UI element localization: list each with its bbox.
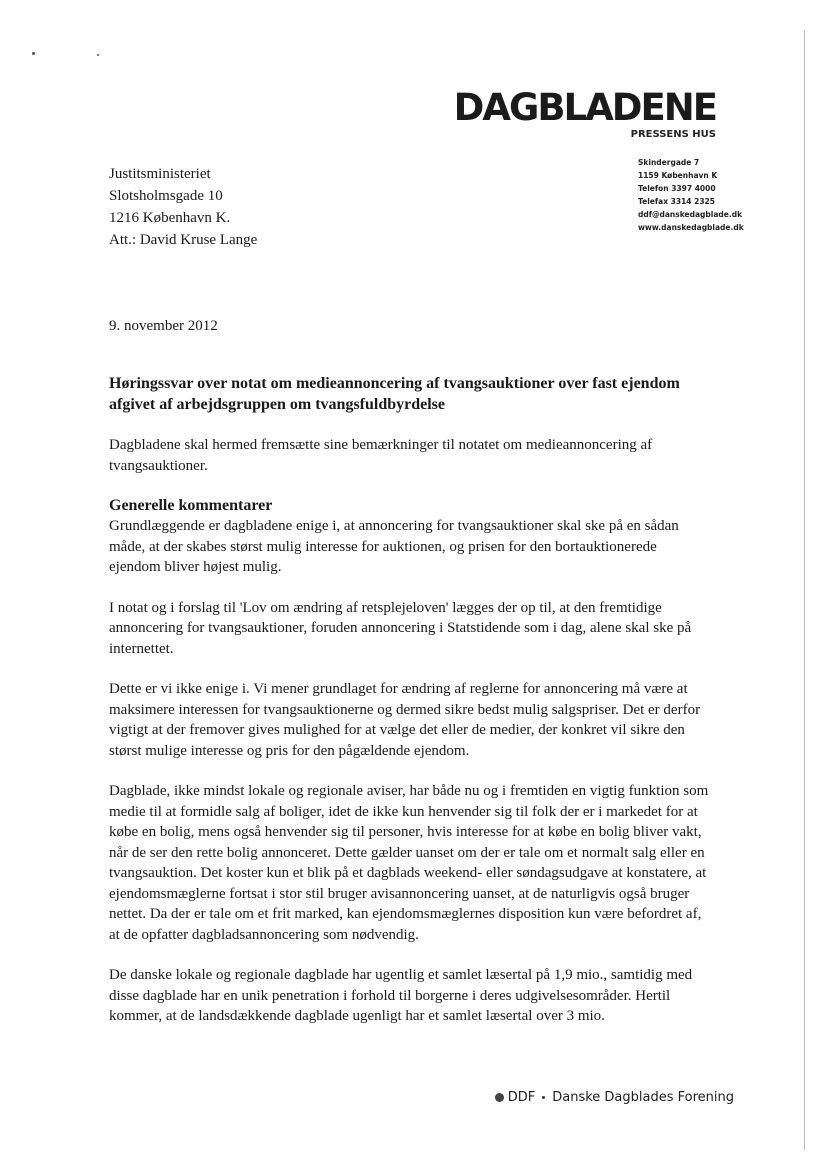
contact-street: Skindergade 7 [638, 158, 700, 167]
scan-edge-line [804, 30, 805, 1150]
recipient-line: Att.: David Kruse Lange [109, 232, 258, 248]
recipient-line: Justitsministeriet [109, 166, 211, 182]
bullet-icon [495, 1093, 504, 1102]
body-paragraph: De danske lokale og regionale dagblade har ugentlig et samlet læsertal på 1,9 mio., samtidig med disse dagblade har en unik penetration i forhold til borgerne i deres udgivelsesområder. Hertil kommer, at de landsdækkende dagblade ugenligt har et samlet læsertal over 3 mio. [109, 967, 693, 1024]
body-paragraph: Grundlæggende er dagbladene enige i, at annoncering for tvangsauktioner skal ske på en sådan måde, at der skabes størst mulig interesse for auktionen, og prisen for den bortauktionerede ejendom bliver højest mulig. [109, 518, 679, 575]
section-heading: Generelle kommentarer [109, 497, 273, 514]
separator-dot-icon [542, 1096, 545, 1099]
letter-title: Høringssvar over notat om medieannoncering af tvangsauktioner over fast ejendom afgivet af arbejdsgruppen om tvangsfuldbyrdelse [109, 375, 680, 413]
recipient-line: Slotsholmsgade 10 [109, 188, 223, 204]
body-paragraph: I notat og i forslag til 'Lov om ændring af retsplejeloven' lægges der op til, at den fremtidige annoncering for tvangsauktioner, foruden annoncering i Statstidende som i dag, alene skal ske på internettet. [109, 599, 692, 657]
footer-name: Danske Dagblades Forening [552, 1090, 734, 1105]
scan-speck [32, 52, 35, 55]
letter-date: 9. november 2012 [109, 318, 218, 334]
letter-body [109, 373, 709, 1047]
body-paragraph: Dagblade, ikke mindst lokale og regionale aviser, har både nu og i fremtiden en vigtig funktion som medie til at formidle salg af boliger, idet de ikke kun henvender sig til folk der er i markedet for at købe en bolig, mens også henvender sig til personer, hvis interesse for at købe en bolig bliver vakt, når de ser den rette bolig annonceret. Dette gælder uanset om der er tale om et normalt salg eller en tvangsauktion. Det koster kun et blik på et dagblads weekend- eller søndagsudgave at konstatere, at ejendomsmæglerne fortsat i stor stil bruger avisannoncering uanset, at de naturligvis også bruger nettet. Da der er tale om et frit marked, kan ejendomsmæglernes disposition kun være befordret af, at de opfatter dagbladsannoncering som nødvendig. [109, 783, 709, 943]
sender-contact-block [638, 156, 744, 234]
contact-fax: Telefax 3314 2325 [638, 197, 715, 206]
intro-paragraph: Dagbladene skal hermed fremsætte sine bemærkninger til notatet om medieannoncering af tvangsauktioner. [109, 437, 653, 474]
contact-phone: Telefon 3397 4000 [638, 184, 716, 193]
recipient-address [109, 163, 257, 251]
contact-website: www.danskedagblade.dk [638, 223, 744, 232]
letterhead-logo [454, 88, 716, 140]
contact-email: ddf@danskedagblade.dk [638, 210, 743, 219]
recipient-line: 1216 København K. [109, 210, 231, 226]
body-paragraph: Dette er vi ikke enige i. Vi mener grundlaget for ændring af reglerne for annoncering må være at maksimere interessen for tvangsauktionerne og dermed sikre bedst mulig salgspriser. Det er derfor vigtigt at der fremover gives mulighed for at vælge det eller de medier, der konkret vil sikre den størst mulige interesse og pris for den pågældende ejendom. [109, 681, 701, 759]
footer-organization [495, 1090, 734, 1105]
footer-abbr: DDF [507, 1090, 536, 1105]
logo-wordmark: DAGBLADENE [453, 86, 716, 129]
contact-city: 1159 København K [638, 171, 718, 180]
scan-speck [97, 54, 99, 56]
logo-subtitle: PRESSENS HUS [630, 129, 716, 140]
